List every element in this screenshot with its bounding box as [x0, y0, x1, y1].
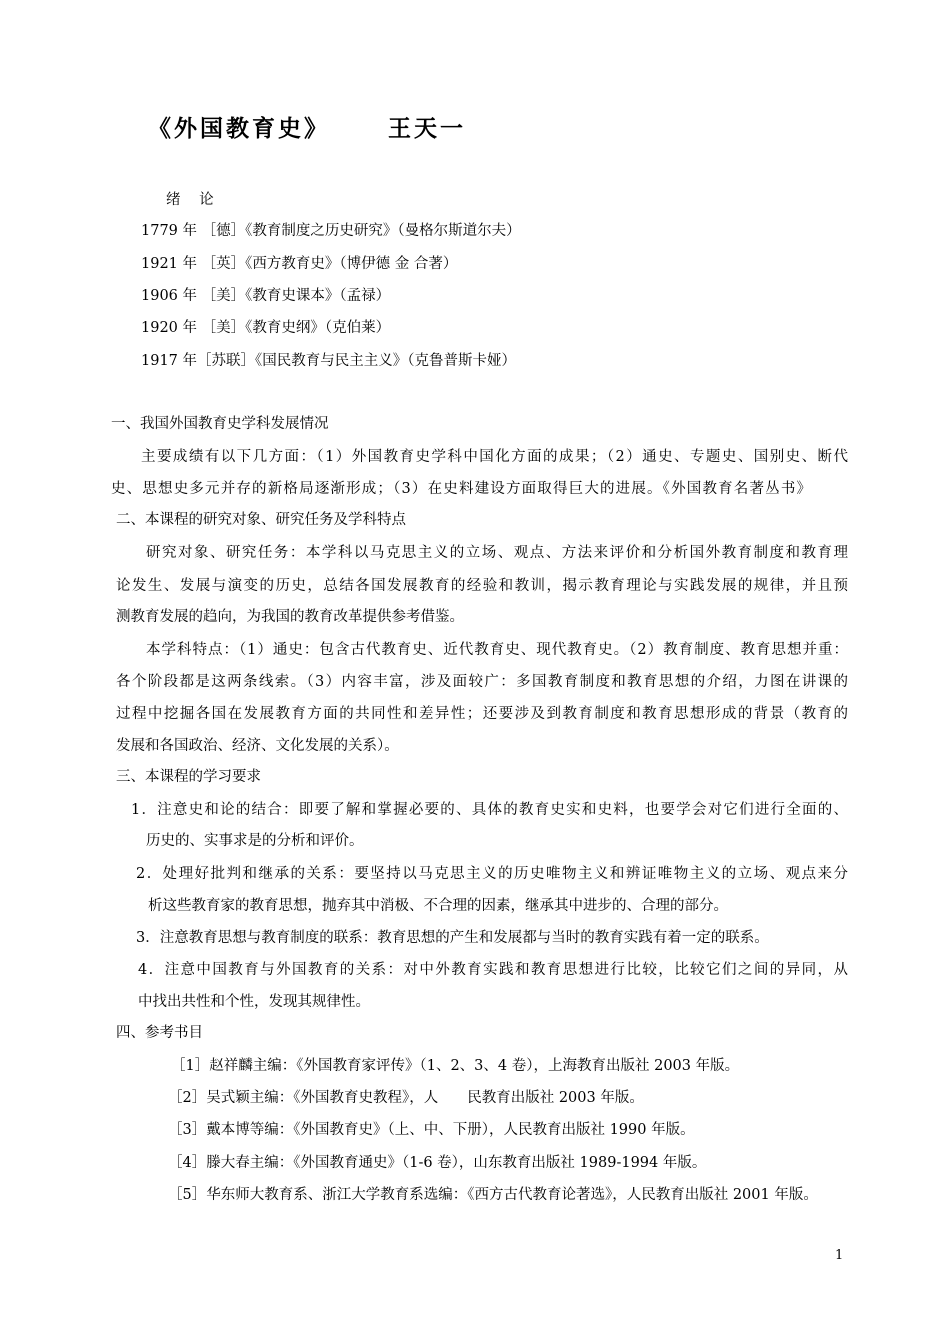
section-2-heading: 二、本课程的研究对象、研究任务及学科特点	[116, 512, 406, 528]
intro-ref: 1921 年 ［英］《西方教育史》（博伊德 金 合著）	[141, 256, 458, 272]
intro-ref: 1906 年 ［美］《教育史课本》（孟禄）	[141, 288, 391, 304]
intro-heading: 绪 论	[166, 192, 214, 208]
reference-book: ［2］吴式颖主编：《外国教育史教程》，人 民教育出版社 2003 年版。	[168, 1090, 644, 1106]
section-2-paragraph-line: 各个阶段都是这两条线索。（3）内容丰富，涉及面较广：多国教育制度和教育思想的介绍，力图在讲课的	[116, 674, 848, 690]
section-2-paragraph-line: 论发生、发展与演变的历史，总结各国发展教育的经验和教训，揭示教育理论与实践发展的规律，并且预	[116, 578, 848, 594]
section-2-paragraph-line: 发展和各国政治、经济、文化发展的关系）。	[116, 738, 399, 754]
requirement-item: 4．注意中国教育与外国教育的关系：对中外教育实践和教育思想进行比较，比较它们之间的异同，从	[138, 962, 848, 978]
requirement-item: 3．注意教育思想与教育制度的联系：教育思想的产生和发展都与当时的教育实践有着一定的联系。	[136, 930, 769, 946]
reference-book: ［4］滕大春主编：《外国教育通史》（1-6 卷），山东教育出版社 1989-1994 年版。	[168, 1155, 707, 1171]
intro-ref: 1920 年 ［美］《教育史纲》（克伯莱）	[141, 320, 391, 336]
requirement-item: 中找出共性和个性，发现其规律性。	[138, 994, 370, 1010]
section-4-heading: 四、参考书目	[116, 1025, 203, 1041]
section-2-paragraph-line: 测教育发展的趋向，为我国的教育改革提供参考借鉴。	[116, 609, 464, 625]
section-2-paragraph-line: 本学科特点：（1）通史：包含古代教育史、近代教育史、现代教育史。（2）教育制度、教育思想并重：	[146, 642, 848, 658]
section-1-line: 史、思想史多元并存的新格局逐渐形成；（3）在史料建设方面取得巨大的进展。《外国教育名著丛书》	[111, 481, 811, 497]
intro-ref: 1779 年 ［德］《教育制度之历史研究》（曼格尔斯道尔夫）	[141, 223, 521, 239]
section-1-heading: 一、我国外国教育史学科发展情况	[111, 416, 329, 432]
author-name: 王天一	[388, 115, 466, 142]
page-number: 1	[835, 1248, 844, 1263]
requirement-item: 1．注意史和论的结合：即要了解和掌握必要的、具体的教育史实和史料，也要学会对它们进行全面的、	[131, 802, 848, 818]
intro-ref: 1917 年［苏联］《国民教育与民主主义》（克鲁普斯卡娅）	[141, 353, 517, 369]
requirement-item: 2．处理好批判和继承的关系：要坚持以马克思主义的历史唯物主义和辨证唯物主义的立场、观点来分	[136, 866, 848, 882]
section-3-heading: 三、本课程的学习要求	[116, 769, 261, 785]
reference-book: ［5］华东师大教育系、浙江大学教育系选编：《西方古代教育论著选》，人民教育出版社 2001 年版。	[168, 1187, 818, 1203]
requirement-item: 析这些教育家的教育思想，抛弃其中消极、不合理的因素，继承其中进步的、合理的部分。	[148, 898, 728, 914]
book-title: 《外国教育史》	[148, 115, 330, 142]
document-title	[148, 114, 466, 144]
reference-book: ［3］戴本博等编：《外国教育史》（上、中、下册），人民教育出版社 1990 年版。	[168, 1122, 695, 1138]
section-2-paragraph-line: 过程中挖掘各国在发展教育方面的共同性和差异性；还要涉及到教育制度和教育思想形成的背景（教育的	[116, 706, 848, 722]
section-1-line: 主要成绩有以下几方面：（1）外国教育史学科中国化方面的成果；（2）通史、专题史、国别史、断代	[141, 449, 848, 465]
reference-book: ［1］赵祥麟主编：《外国教育家评传》（1、2、3、4 卷），上海教育出版社 2003 年版。	[171, 1058, 740, 1074]
requirement-item: 历史的、实事求是的分析和评价。	[146, 833, 364, 849]
section-2-paragraph-line: 研究对象、研究任务：本学科以马克思主义的立场、观点、方法来评价和分析国外教育制度和教育理	[146, 545, 848, 561]
